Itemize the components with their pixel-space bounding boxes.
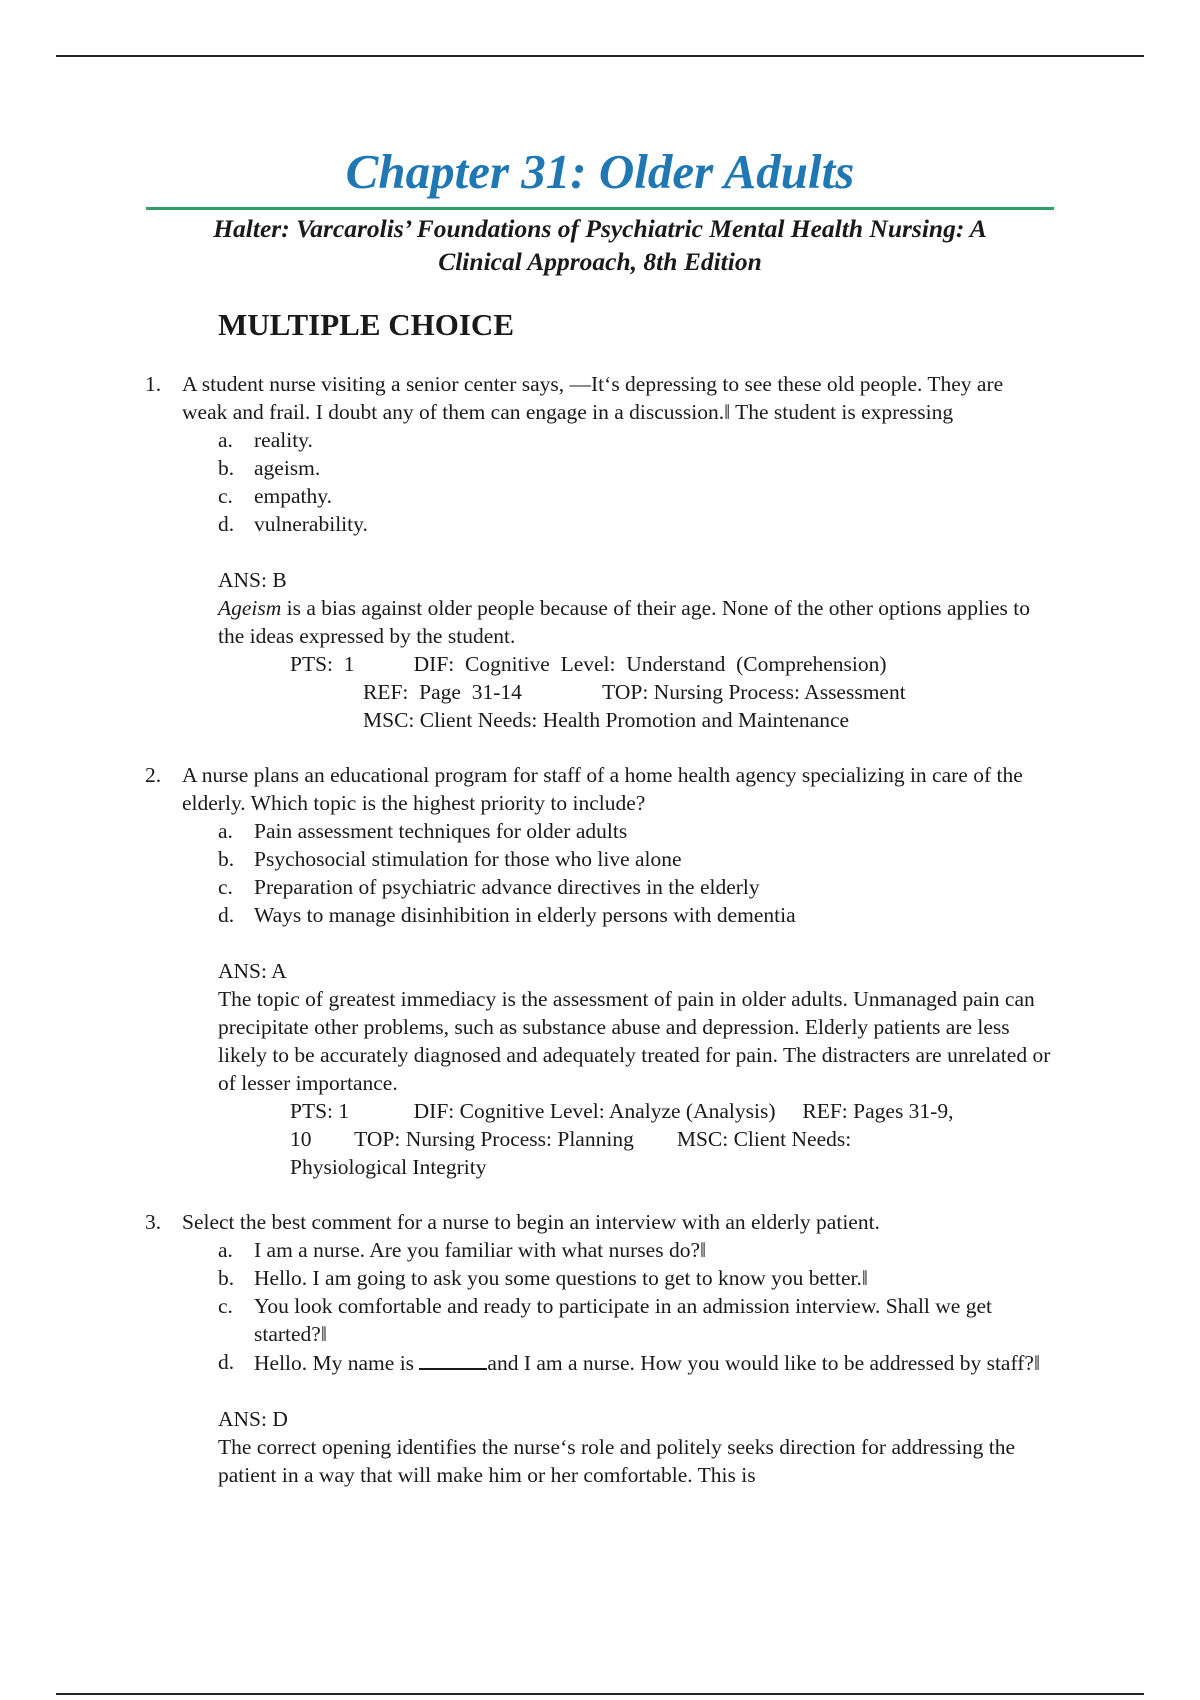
option-d: [218, 1348, 1054, 1377]
option-letter: c.: [218, 875, 233, 899]
option-text: empathy.: [254, 484, 333, 508]
option-letter: b.: [218, 1266, 235, 1290]
meta-msc-cont: Physiological Integrity: [290, 1155, 487, 1179]
chapter-title: Chapter 31: Older Adults: [345, 144, 855, 199]
question-2: [0, 761, 1200, 1181]
fill-in-blank: [419, 1348, 487, 1370]
option-letter: b.: [218, 456, 235, 480]
option-c: [218, 482, 1054, 510]
answer-options: [0, 1236, 1200, 1377]
option-letter: a.: [218, 428, 233, 452]
meta-pts-dif-ref: PTS: 1 DIF: Cognitive Level: Analyze (Analysis) REF: Pages 31-9,: [290, 1099, 954, 1123]
question-number: 1.: [145, 372, 162, 396]
option-letter: d.: [218, 903, 235, 927]
option-b: [218, 1264, 1054, 1292]
option-a: [218, 426, 1054, 454]
option-text: ageism.: [254, 456, 321, 480]
answer-options: [0, 817, 1200, 929]
option-text: Preparation of psychiatric advance directives in the elderly: [254, 875, 760, 899]
option-a: [218, 1236, 1054, 1264]
answer-options: [0, 426, 1200, 538]
option-b: [218, 845, 1054, 873]
questions-list: [0, 370, 1200, 1489]
option-b: [218, 454, 1054, 482]
rationale-term: Ageism: [218, 596, 282, 620]
rationale: The topic of greatest immediacy is the assessment of pain in older adults. Unmanaged pain can precipitate other problems, such as substance abuse and depression. Elderly patients are less likely to be accurately diagnosed and adequately treated for pain. The distracters are unrelated or of lesser importance.: [218, 987, 1051, 1095]
question-3: [0, 1208, 1200, 1489]
book-title-line-1: Halter: Varcarolis’ Foundations of Psychiatric Mental Health Nursing: A: [213, 214, 987, 243]
section-heading: MULTIPLE CHOICE: [218, 307, 514, 342]
option-letter: a.: [218, 1238, 233, 1262]
top-rule: [56, 55, 1144, 57]
meta-ref-top: REF: Page 31-14 TOP: Nursing Process: Assessment: [363, 680, 906, 704]
option-letter: b.: [218, 847, 235, 871]
option-a: [218, 817, 1054, 845]
book-title: [146, 212, 1054, 278]
meta-top-msc: 10 TOP: Nursing Process: Planning MSC: Client Needs:: [290, 1127, 852, 1151]
question-stem: Select the best comment for a nurse to begin an interview with an elderly patient.: [182, 1210, 880, 1234]
option-letter: c.: [218, 1294, 233, 1318]
option-text: Hello. I am going to ask you some questions to get to know you better.‖: [254, 1266, 868, 1290]
option-text: vulnerability.: [254, 512, 368, 536]
option-text: You look comfortable and ready to participate in an admission interview. Shall we get started?‖: [254, 1294, 992, 1346]
answer-key: ANS: D: [218, 1407, 288, 1431]
question-stem: A student nurse visiting a senior center says, —It‘s depressing to see these old people. They are weak and frail. I doubt any of them can engage in a discussion.‖ The student is expressing: [182, 372, 1004, 424]
option-c: [218, 873, 1054, 901]
question-number: 3.: [145, 1210, 162, 1234]
option-text: reality.: [254, 428, 313, 452]
option-letter: c.: [218, 484, 233, 508]
option-d: [218, 510, 1054, 538]
rationale-text: is a bias against older people because of their age. None of the other options applies to the ideas expressed by the student.: [218, 596, 1030, 648]
option-d: [218, 901, 1054, 929]
option-text: Ways to manage disinhibition in elderly persons with dementia: [254, 903, 796, 927]
rationale: The correct opening identifies the nurse‘s role and politely seeks direction for addressing the patient in a way that will make him or her comfortable. This is: [218, 1435, 1016, 1487]
option-letter: d.: [218, 1350, 235, 1374]
question-number: 2.: [145, 763, 162, 787]
option-text: I am a nurse. Are you familiar with what nurses do?‖: [254, 1238, 707, 1262]
option-c: [218, 1292, 1054, 1348]
option-text-after: and I am a nurse. How you would like to be addressed by staff?‖: [487, 1351, 1040, 1375]
answer-key: ANS: B: [218, 568, 287, 592]
meta-msc: MSC: Client Needs: Health Promotion and Maintenance: [363, 708, 850, 732]
option-text: Pain assessment techniques for older adults: [254, 819, 628, 843]
option-letter: d.: [218, 512, 235, 536]
option-text-before: Hello. My name is: [254, 1351, 420, 1375]
question-1: [0, 370, 1200, 734]
book-title-line-2: Clinical Approach, 8th Edition: [438, 247, 762, 276]
meta-pts-dif: PTS: 1 DIF: Cognitive Level: Understand (Comprehension): [290, 652, 887, 676]
rationale: [218, 594, 1054, 650]
title-underline: [146, 207, 1054, 210]
option-letter: a.: [218, 819, 233, 843]
answer-key: ANS: A: [218, 959, 287, 983]
question-stem: A nurse plans an educational program for staff of a home health agency specializing in care of the elderly. Which topic is the highest priority to include?: [182, 763, 1023, 815]
option-text: Psychosocial stimulation for those who live alone: [254, 847, 682, 871]
bottom-rule: [56, 1693, 1144, 1695]
